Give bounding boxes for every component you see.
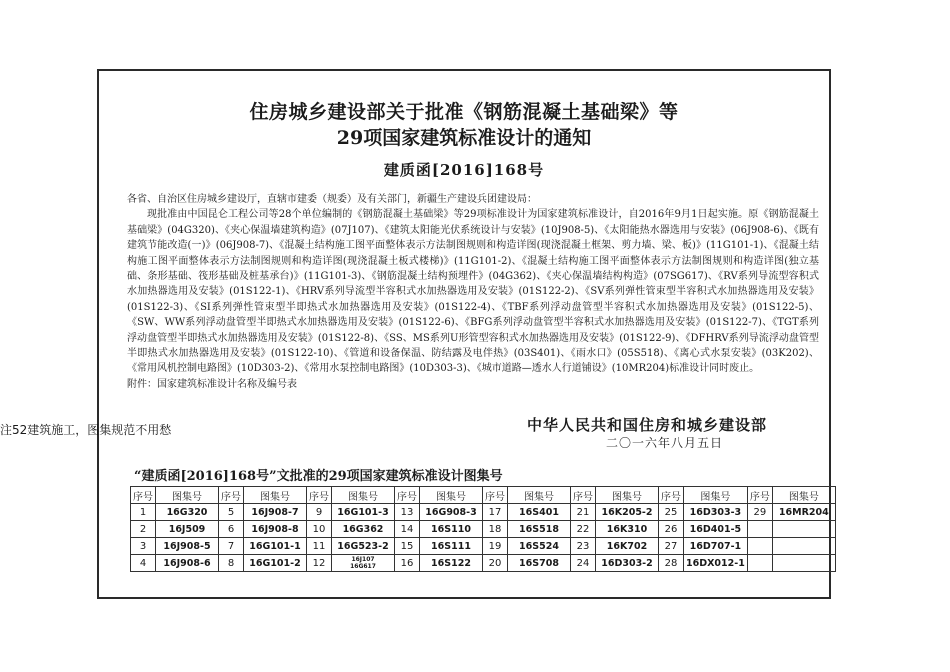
- header-code: 图集号: [156, 487, 219, 504]
- cell-no: 16: [395, 555, 420, 572]
- cell-no: 10: [307, 521, 332, 538]
- cell-no: 25: [659, 504, 684, 521]
- cell-code: 16S524: [508, 538, 571, 555]
- cell-code: 16J107 16G617: [332, 555, 395, 572]
- cell-code: 16MR204: [772, 504, 835, 521]
- cell-no: 27: [659, 538, 684, 555]
- issue-date: 二〇一六年八月五日: [606, 436, 724, 450]
- cell-no: 14: [395, 521, 420, 538]
- cell-no: 23: [571, 538, 596, 555]
- cell-code: 16K702: [596, 538, 659, 555]
- cell-no: 18: [483, 521, 508, 538]
- cell-code: 16S110: [420, 521, 483, 538]
- cell-code: 16G362: [332, 521, 395, 538]
- table-row: [131, 521, 836, 538]
- cell-no: 7: [219, 538, 244, 555]
- cell-no: 21: [571, 504, 596, 521]
- notice-title-line2: 29项国家建筑标准设计的通知: [336, 127, 592, 149]
- table-row: [131, 555, 836, 572]
- issuer: 中华人民共和国住房和城乡建设部: [527, 416, 768, 434]
- salutation: 各省、自治区住房城乡建设厅，直辖市建委（规委）及有关部门，新疆生产建设兵团建设局：: [127, 194, 537, 205]
- cell-code: [772, 555, 835, 572]
- cell-no: 9: [307, 504, 332, 521]
- notice-paragraph: 现批准由中国昆仑工程公司等28个单位编制的《钢筋混凝土基础梁》等29项标准设计为国家建筑标准设计，自2016年9月1日起实施。原《钢筋混凝土基础梁》(04G320)、《夹心保温墙建筑构造》(07J107)、《建筑太阳能光伏系统设计与安装》(10J908-5)、《太阳能热水器选用与安装》(06J908-6)、《既有建筑节能改造(一)》(06J908-7)、《混凝土结构施工图平面整体表示方法制图规则和构造详图(现浇混凝土框架、剪力墙、梁、板)》(11G101-1)、《混凝土结构施工图平面整体表示方法制图规则和构造详图(现浇混凝土板式楼梯)》(11G101-2)、《混凝土结构施工图平面整体表示方法制图规则和构造详图(独立基础、条形基础、筏形基础及桩基承台)》(11G101-3)、《钢筋混凝土结构预埋件》(04G362)、《夹心保温墙结构构造》(07SG617)、《RV系列导流型容积式水加热器选用及安装》(01S122-1)、《HRV系列导流型半容积式水加热器选用及安装》(01S122-2)、《SV系列弹性管束型半容积式水加热器选用及安装》(01S122-3)、《SI系列弹性管束型半即热式水加热器选用及安装》(01S122-4)、《TBF系列浮动盘管型半容积式水加热器选用及安装》(01S122-5)、《SW、WW系列浮动盘管型半即热式水加热器选用及安装》(01S122-6)、《BFG系列浮动盘管型半容积式水加热器选用及安装》(01S122-7)、《TGT系列浮动盘管型半即热式水加热器选用及安装》(01S122-8)、《SS、MS系列U形管型容积式水加热器选用及安装》(01S122-9)、《DFHRV系列导流浮动盘管型半即热式水加热器选用及安装》(01S122-10)、《管道和设备保温、防结露及电伴热》(03S401)、《雨水口》(05S518)、《离心式水泵安装》(03K202)、《常用风机控制电路图》(10D303-2)、《常用水泵控制电路图》(10D303-3)、《城市道路—透水人行道铺设》(10MR204)标准设计同时废止。: [127, 209, 819, 375]
- header-no: 序号: [659, 487, 684, 504]
- header-code: 图集号: [244, 487, 307, 504]
- table-row: [131, 504, 836, 521]
- cell-code: 16S122: [420, 555, 483, 572]
- header-no: 序号: [131, 487, 156, 504]
- header-code: 图集号: [596, 487, 659, 504]
- cell-code: [772, 521, 835, 538]
- cell-code: 16G101-1: [244, 538, 307, 555]
- table-title: “建质函[2016]168号”文批准的29项国家建筑标准设计图集号: [134, 469, 503, 484]
- header-no: 序号: [571, 487, 596, 504]
- notice-body: [127, 192, 819, 392]
- header-no: 序号: [307, 487, 332, 504]
- cell-no: 29: [747, 504, 772, 521]
- attachment-line: 附件：国家建筑标准设计名称及编号表: [127, 378, 297, 390]
- table-header-row: [131, 487, 836, 504]
- cell-no: 11: [307, 538, 332, 555]
- cell-code: 16J908-8: [244, 521, 307, 538]
- header-no: 序号: [395, 487, 420, 504]
- cell-code: 16S708: [508, 555, 571, 572]
- header-code: 图集号: [420, 487, 483, 504]
- cell-no: 5: [219, 504, 244, 521]
- cell-code: 16D707-1: [684, 538, 748, 555]
- doc-number: 建质函[2016]168号: [383, 161, 545, 179]
- cell-code: 16G523-2: [332, 538, 395, 555]
- cell-no: [747, 555, 772, 572]
- cell-code: 16DX012-1: [684, 555, 748, 572]
- cell-no: 4: [131, 555, 156, 572]
- cell-code: 16G320: [156, 504, 219, 521]
- cell-no: 2: [131, 521, 156, 538]
- cell-code: 16J509: [156, 521, 219, 538]
- cell-code: 16G101-3: [332, 504, 395, 521]
- cell-no: 26: [659, 521, 684, 538]
- header-code: 图集号: [772, 487, 835, 504]
- cell-code: 16S518: [508, 521, 571, 538]
- header-no: 序号: [219, 487, 244, 504]
- cell-code: 16K310: [596, 521, 659, 538]
- cell-no: 15: [395, 538, 420, 555]
- cell-no: 13: [395, 504, 420, 521]
- header-code: 图集号: [508, 487, 571, 504]
- header-code: 图集号: [332, 487, 395, 504]
- cell-code: 16J908-7: [244, 504, 307, 521]
- cell-no: 28: [659, 555, 684, 572]
- cell-no: 6: [219, 521, 244, 538]
- cell-no: 20: [483, 555, 508, 572]
- cell-no: 8: [219, 555, 244, 572]
- cell-code: 16G908-3: [420, 504, 483, 521]
- cell-no: 19: [483, 538, 508, 555]
- cell-no: 24: [571, 555, 596, 572]
- header-code: 图集号: [684, 487, 748, 504]
- cell-no: 1: [131, 504, 156, 521]
- cell-no: 12: [307, 555, 332, 572]
- side-note: 注52建筑施工，图集规范不用愁: [0, 423, 172, 437]
- cell-code: 16D303-2: [596, 555, 659, 572]
- cell-no: [747, 538, 772, 555]
- header-no: 序号: [483, 487, 508, 504]
- cell-code: 16J908-6: [156, 555, 219, 572]
- cell-code: [772, 538, 835, 555]
- notice-title-line1: 住房城乡建设部关于批准《钢筋混凝土基础梁》等: [249, 101, 679, 123]
- cell-code: 16D401-5: [684, 521, 748, 538]
- atlas-table: [130, 486, 836, 572]
- cell-no: 17: [483, 504, 508, 521]
- cell-code: 16K205-2: [596, 504, 659, 521]
- cell-no: 22: [571, 521, 596, 538]
- cell-code: 16G101-2: [244, 555, 307, 572]
- cell-code: 16S111: [420, 538, 483, 555]
- cell-code: 16S401: [508, 504, 571, 521]
- cell-code: 16D303-3: [684, 504, 748, 521]
- cell-no: 3: [131, 538, 156, 555]
- table-row: [131, 538, 836, 555]
- cell-no: [747, 521, 772, 538]
- cell-code: 16J908-5: [156, 538, 219, 555]
- header-no: 序号: [747, 487, 772, 504]
